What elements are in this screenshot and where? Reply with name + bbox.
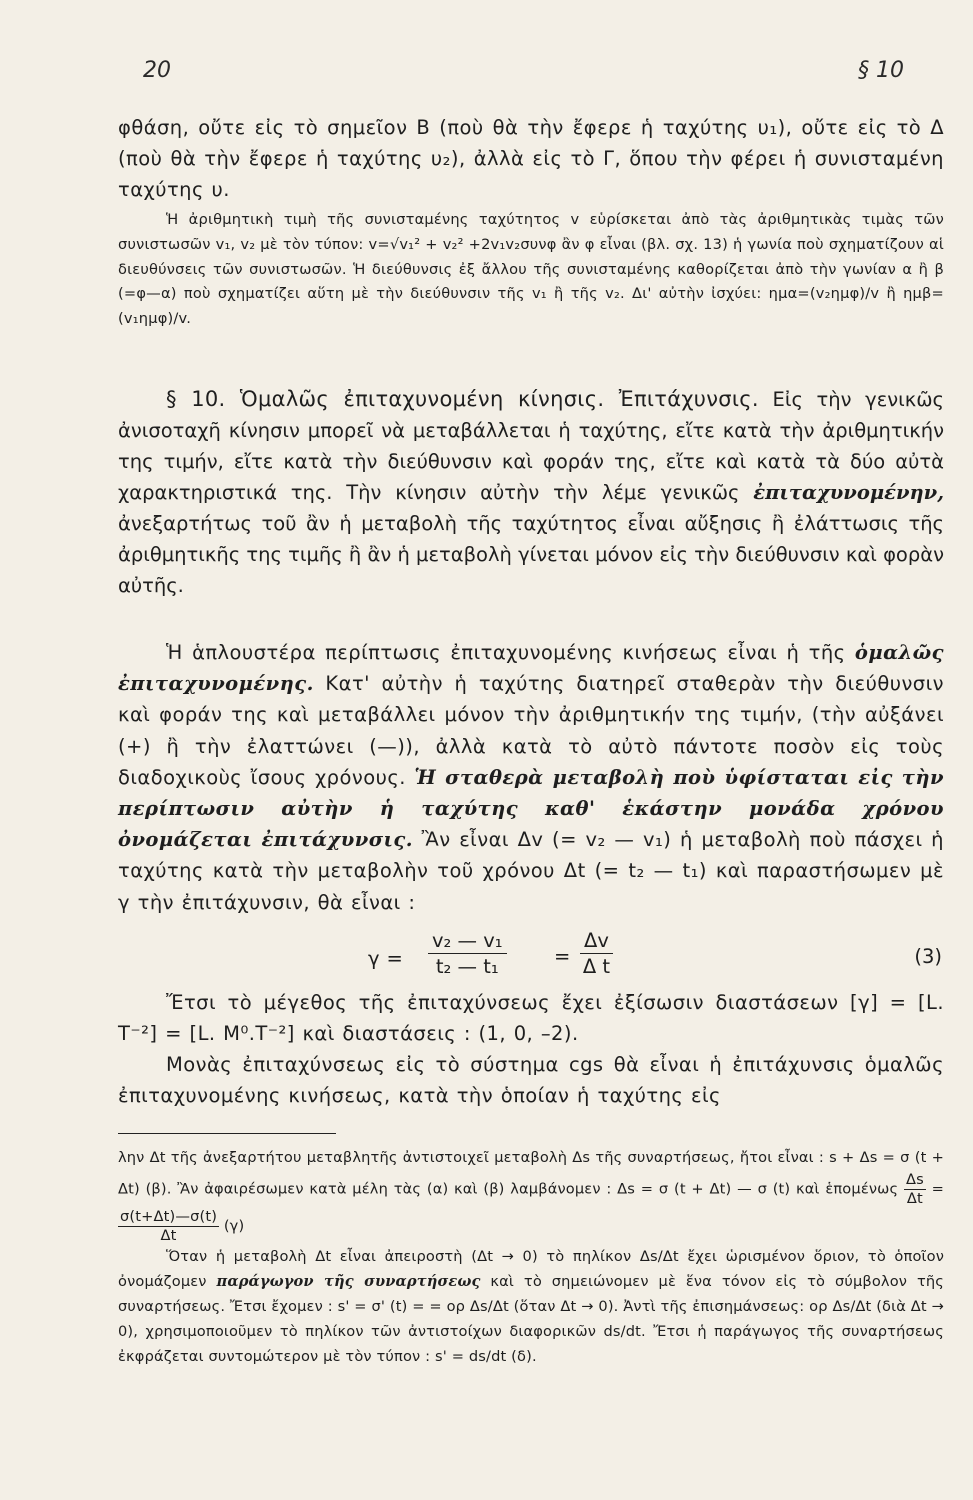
equation-number: (3)	[914, 945, 942, 968]
section-mark: § 10	[858, 58, 904, 83]
equation-number: (γ)	[223, 1217, 245, 1235]
numerator: v₂ — v₁	[428, 929, 507, 954]
footnote	[118, 1146, 944, 1369]
numerator: σ(t+Δt)—σ(t)	[120, 1207, 218, 1225]
equals-sign: =	[554, 945, 571, 968]
denominator: Δt	[906, 1189, 923, 1207]
footnote-divider	[118, 1133, 336, 1134]
footnote-text-2	[118, 1245, 944, 1370]
emphasis-term: παράγωγον τῆς συναρτήσεως	[216, 1272, 481, 1290]
text-run: καὶ τὸ σημειώνομεν μὲ ἕνα τόνον εἰς τὸ σύμβολον τῆς συναρτήσεως. Ἔτσι ἔχομεν : s' = σ' (t) = = ορ Δs/Δt (ὅταν Δt → 0). Ἀντὶ τῆς ἐπισημάνσεως: ορ Δs/Δt (διὰ Δt → 0), χρησιμοποιοῦμεν τὸ πηλίκον τῶν ἀντιστοίχων διαφορικῶν ds/dt. Ἔτσι ἡ παράγωγος τῆς συναρτήσεως ἐκφράζεται συντομώτερον μὲ τὸν τύπον : s' = ds/dt (δ).	[118, 1272, 945, 1365]
definition-text: Ἡ σταθερὰ μεταβολὴ ποὺ ὑφίσταται εἰς τὴν περίπτωσιν αὐτὴν ἡ ταχύτης καθ' ἑκάστην μονάδα χρόνου ὀνομάζεται ἐπιτάχυνσις.	[118, 765, 944, 852]
denominator: t₂ — t₁	[435, 955, 499, 978]
text-run: Ὅταν ἡ μεταβολὴ Δt εἶναι ἀπειροστὴ (Δt → 0) τὸ πηλίκον Δs/Δt ἔχει ὡρισμένον ὅριον, τὸ ὁποῖον ὀνομάζομεν	[118, 1247, 944, 1290]
denominator: Δ t	[582, 955, 611, 978]
equals-sign: =	[931, 1180, 944, 1198]
text-run: λην Δt τῆς ἀνεξαρτήτου μεταβλητῆς ἀντιστοιχεῖ μεταβολὴ Δs τῆς συναρτήσεως, ἤτοι εἶναι : s + Δs = σ (t + Δt) (β). Ἂν ἀφαιρέσωμεν κατὰ μέλη τὰς (α) καὶ (β) λαμβάνομεν : Δs = σ (t + Δt) — σ (t) καὶ ἑπομένως	[118, 1149, 944, 1198]
page-number: 20	[143, 58, 171, 83]
numerator: Δv	[580, 929, 613, 954]
paragraph-cgs-unit: Μονὰς ἐπιταχύνσεως εἰς τὸ σύστημα cgs θὰ εἶναι ἡ ἐπιτάχυνσις ὁμαλῶς ἐπιταχυνομένης κινήσεως, κατὰ τὴν ὁποίαν ἡ ταχύτης εἰς	[118, 1053, 944, 1108]
fraction-ds-dt	[904, 1171, 926, 1208]
text-run: ἀνεξαρτήτως τοῦ ἂν ἡ μεταβολὴ τῆς ταχύτητος εἶναι αὔξησις ἢ ἐλάττωσις τῆς ἀριθμητικῆς της τιμῆς ἢ ἂν ἡ μεταβολὴ γίνεται μόνον εἰς τὴν διεύθυνσιν καὶ φορὰν αὐτῆς.	[118, 512, 944, 597]
fraction-difference-quotient	[118, 1208, 219, 1245]
section-heading: § 10. Ὁμαλῶς ἐπιταχυνομένη κίνησις. Ἐπιτάχυνσις.	[166, 387, 759, 411]
denominator: Δt	[160, 1226, 177, 1244]
paragraph-dimensions: Ἔτσι τὸ μέγεθος τῆς ἐπιταχύνσεως ἔχει ἐξίσωσιν διαστάσεων [γ] = [L. T⁻²] = [L. M⁰.T⁻²] καὶ διαστάσεις : (1, 0, –2).	[118, 991, 944, 1046]
text-run: Κατ' αὐτὴν ἡ ταχύτης διατηρεῖ σταθερὰν τὴν διεύθυνσιν καὶ φοράν της καὶ μεταβάλλει μόνον τὴν ἀριθμητικήν της τιμήν, (τὴν αὐξάνει (+) ἢ τὴν ἐλαττώνει (—)), ἀλλὰ κατὰ τὸ αὐτὸ πάντοτε ποσὸν εἰς τοὺς διαδοχικοὺς ἴσους χρόνους.	[118, 672, 944, 789]
dimensions-text	[118, 987, 944, 1049]
numerator: Δs	[905, 1170, 924, 1188]
uniform-acceleration-text	[118, 637, 944, 918]
paragraph-uniform-acceleration	[118, 637, 944, 918]
text-run: Ἡ ἁπλουστέρα περίπτωσις ἐπιταχυνομένης κινήσεως εἶναι ἡ τῆς	[166, 641, 846, 664]
equation-3	[118, 925, 944, 989]
fraction-v-over-t	[428, 929, 507, 980]
section-10	[118, 384, 944, 601]
equation-lhs: γ =	[368, 947, 404, 970]
text-run: Εἰς τὴν γενικῶς ἀνισοταχῆ κίνησιν μπορεῖ νὰ μεταβάλλεται ἡ ταχύτης, εἴτε κατὰ τὴν ἀριθμητικήν της τιμήν, εἴτε κατὰ τὴν διεύθυνσιν καὶ φοράν της, εἴτε καὶ κατὰ τὰ δύο αὐτὰ χαρακτηριστικά της. Τὴν κίνησιν αὐτὴν τὴν λέμε γενικῶς	[118, 388, 944, 504]
emphasis-term: ἐπιταχυνομένην,	[753, 481, 944, 504]
emphasis-term: ὁμαλῶς ἐπιταχυνομένης.	[118, 641, 944, 696]
small-print-block	[118, 208, 944, 332]
paragraph-continuation: φθάση, οὔτε εἰς τὸ σημεῖον Β (ποὺ θὰ τὴν ἔφερε ἡ ταχύτης υ₁), οὔτε εἰς τὸ Δ (ποὺ θὰ τὴν ἔφερε ἡ ταχύτης υ₂), ἀλλὰ εἰς τὸ Γ, ὅπου τὴν φέρει ἡ συνισταμένη ταχύτης υ.	[118, 116, 944, 202]
fraction-delta	[580, 929, 613, 980]
paragraph-resultant-velocity: Ἡ ἀριθμητικὴ τιμὴ τῆς συνισταμένης ταχύτητος v εὑρίσκεται ἀπὸ τὰς ἀριθμητικὰς τιμὰς τῶν συνιστωσῶν v₁, v₂ μὲ τὸν τύπον: v=√v₁² + v₂² +2v₁v₂συνφ ἂν φ εἶναι (βλ. σχ. 13) ἡ γωνία ποὺ σχηματίζουν αἱ διευθύνσεις τῶν συνιστωσῶν. Ἡ διεύθυνσις ἐξ ἄλλου τῆς συνισταμένης καθορίζεται ἀπὸ τὴν γωνίαν α ἢ β (=φ—α) ποὺ σχηματίζει αὕτη μὲ τὴν διεύθυνσιν τῆς v₁ ἢ τῆς v₂. Δι' αὐτὴν ἰσχύει: ημα=(v₂ημφ)/v ἢ ημβ=(v₁ημφ)/v.	[118, 211, 944, 328]
cgs-unit-text	[118, 1049, 944, 1111]
section-10-paragraph	[118, 384, 944, 601]
text-run: Ἂν εἶναι Δv (= v₂ — v₁) ἡ μεταβολὴ ποὺ πάσχει ἡ ταχύτης κατὰ τὴν μεταβολὴν τοῦ χρόνου Δt (= t₂ — t₁) καὶ παραστήσωμεν μὲ γ τὴν ἐπιτάχυνσιν, θὰ εἶναι :	[118, 828, 944, 914]
footnote-text-1	[118, 1146, 944, 1245]
main-text	[118, 112, 944, 206]
